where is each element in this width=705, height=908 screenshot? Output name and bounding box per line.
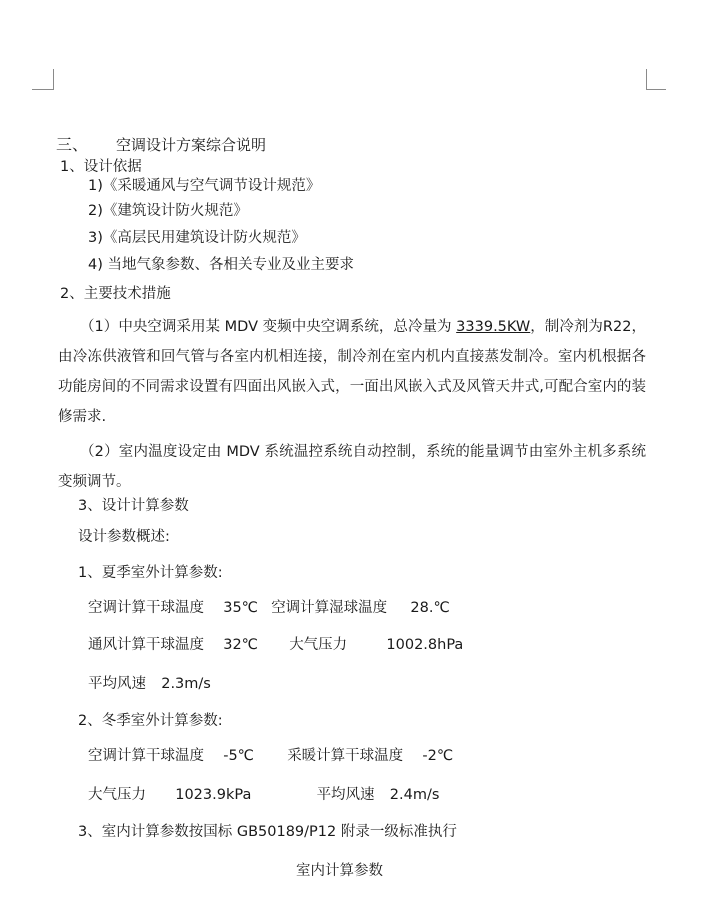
calc-overview: 设计参数概述: [78, 529, 170, 545]
winter-ac-dry-bulb-label: 空调计算干球温度 [88, 748, 204, 764]
summer-vent-dry-bulb-value: 32℃ [223, 637, 258, 653]
crop-mark-right-horizontal [646, 89, 666, 90]
section-heading [56, 135, 266, 156]
winter-heating-dry-bulb-label: 采暖计算干球温度 [287, 748, 404, 764]
summer-row-3 [88, 674, 211, 694]
section-number: 三、 [56, 135, 89, 154]
summer-wind-speed-value: 2.3m/s [161, 676, 211, 692]
summer-vent-dry-bulb-label: 通风计算干球温度 [88, 637, 204, 653]
measures-paragraph-2: （2）室内温度设定由 MDV 系统温控系统自动控制，系统的能量调节由室外主机多系统变频调节。 [58, 444, 646, 490]
summer-ac-wet-bulb-label: 空调计算湿球温度 [271, 600, 388, 616]
measures-p1-text-before: （1）中央空调采用某 MDV 变频中央空调系统，总冷量为 [80, 319, 457, 335]
winter-row-1 [88, 746, 453, 766]
summer-ac-dry-bulb-value: 35℃ [223, 600, 258, 616]
basis-item-1: 1)《采暖通风与空气调节设计规范》 [88, 178, 321, 194]
summer-heading: 1、夏季室外计算参数: [78, 565, 223, 581]
indoor-standard-note: 3、室内计算参数按国标 GB50189/P12 附录一级标准执行 [78, 824, 457, 840]
measures-heading: 2、主要技术措施 [60, 286, 171, 302]
winter-pressure-value: 1023.9kPa [175, 787, 252, 803]
winter-heading: 2、冬季室外计算参数: [78, 713, 223, 729]
winter-wind-speed-label: 平均风速 [316, 787, 375, 803]
basis-item-2: 2)《建筑设计防火规范》 [88, 203, 248, 219]
basis-heading: 1、设计依据 [60, 159, 142, 175]
summer-pressure-label: 大气压力 [289, 637, 348, 653]
summer-row-2 [88, 635, 463, 655]
winter-ac-dry-bulb-value: -5℃ [223, 748, 254, 764]
summer-pressure-value: 1002.8hPa [386, 637, 464, 653]
winter-wind-speed-value: 2.4m/s [389, 787, 440, 803]
winter-heating-dry-bulb-value: -2℃ [422, 748, 454, 764]
summer-ac-wet-bulb-value: 28.℃ [410, 600, 450, 616]
section-title: 空调设计方案综合说明 [116, 136, 267, 154]
crop-mark-right-vertical [646, 69, 647, 90]
basis-item-3: 3)《高层民用建筑设计防火规范》 [88, 230, 306, 246]
cooling-capacity-value: 3339.5KW [456, 319, 531, 335]
crop-mark-left-vertical [53, 69, 54, 90]
summer-wind-speed-label: 平均风速 [88, 676, 146, 692]
calc-heading: 3、设计计算参数 [78, 498, 189, 514]
winter-row-2 [88, 785, 439, 805]
crop-mark-left-horizontal [32, 89, 54, 90]
measures-p1-text-after: ，制冷剂为R22，由冷冻供液管和回气管与各室内机相连接，制冷剂在室内机内直接蒸发制冷。室内机根据各功能房间的不同需求设置有四面出风嵌入式，一面出风嵌入式及风管天井式,可配合室内的装修需求. [58, 319, 646, 425]
winter-pressure-label: 大气压力 [88, 787, 146, 803]
basis-item-4: 4) 当地气象参数、各相关专业及业主要求 [88, 257, 354, 273]
indoor-parameters-table-title: 室内计算参数 [296, 863, 383, 879]
summer-ac-dry-bulb-label: 空调计算干球温度 [88, 600, 204, 616]
summer-row-1 [88, 598, 450, 618]
measures-paragraph-1 [58, 312, 646, 432]
